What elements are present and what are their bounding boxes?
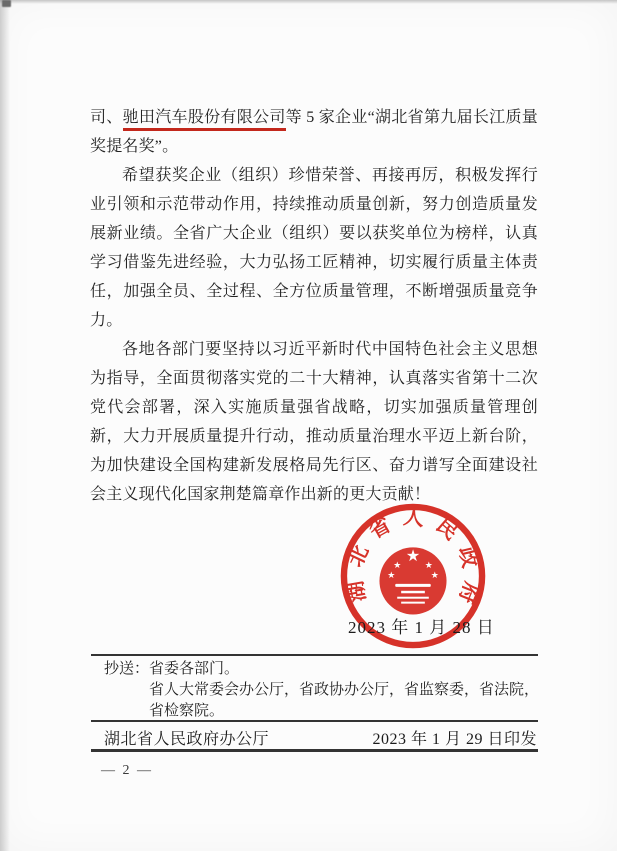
emblem-small-star-icon: ★ <box>430 569 439 580</box>
page-number: — 2 — <box>101 763 153 778</box>
document-body <box>90 103 538 509</box>
emblem-gate-base <box>401 602 425 604</box>
emblem-small-star-icon: ★ <box>387 569 396 580</box>
footer-divider-top <box>91 654 538 656</box>
paragraph-departments-requirements: 各地各部门要坚持以习近平新时代中国特色社会主义思想为指导，全面贯彻落实党的二十大精神，认真落实省第十二次党代会部署，深入实施质量强省战略，切实加强质量管理创新，大力开展质量提升行动，推动质量治理水平迈上新台阶，为加快建设全国构建新发展格局先行区、奋力谱写全面建设社会主义现代化国家荆楚篇章作出新的更大贡献！ <box>90 341 538 503</box>
paragraph-text-suffix: 等 5 家企业“湖北省第九届长江质量奖提名奖”。 <box>90 109 538 155</box>
copy-to-line: 省人大常委会办公厅，省政协办公厅，省监察委，省法院， <box>149 682 540 698</box>
signature-date: 2023 年 1 月 28 日 <box>348 618 495 637</box>
emblem-gate-roof2 <box>401 591 425 593</box>
scan-edge-shadow-top <box>0 0 617 4</box>
emblem-big-star-icon: ★ <box>405 548 421 566</box>
copy-to-list <box>149 659 540 722</box>
emblem-small-star-icon: ★ <box>393 560 402 571</box>
scan-artifact-mark <box>2 0 11 7</box>
footer-divider-middle <box>91 720 538 722</box>
paragraph-text-prefix: 司、 <box>90 109 123 126</box>
print-date: 2023 年 1 月 29 日印发 <box>372 731 537 748</box>
copy-to-block <box>104 659 540 722</box>
copy-to-label: 抄送： <box>104 661 150 677</box>
emblem-small-star-icon: ★ <box>424 560 433 571</box>
national-emblem-icon <box>379 547 446 614</box>
company-name-underlined: 驰田汽车股份有限公司 <box>123 109 286 131</box>
copy-to-line: 省委各部门。 <box>149 661 240 677</box>
emblem-gate-roof <box>395 584 431 587</box>
seal-arc-text: 湖北省人民政府 <box>342 506 484 617</box>
paragraph-award-list <box>90 103 538 161</box>
footer-divider-bottom <box>91 749 538 752</box>
copy-to-line: 省检察院。 <box>149 703 225 719</box>
emblem-gate-wall <box>397 597 429 599</box>
scan-edge-shadow-left <box>0 0 10 851</box>
issuer-row <box>104 726 537 749</box>
paragraph-hope-enterprises: 希望获奖企业（组织）珍惜荣誉、再接再厉，积极发挥行业引领和示范带动作用，持续推动质量创新，努力创造质量发展新业绩。全省广大企业（组织）要以获奖单位为榜样，认真学习借鉴先进经验，大力弘扬工匠精神，切实履行质量主体责任，加强全员、全过程、全方位质量管理，不断增强质量竞争力。 <box>90 167 538 329</box>
issuing-office: 湖北省人民政府办公厅 <box>104 731 270 748</box>
